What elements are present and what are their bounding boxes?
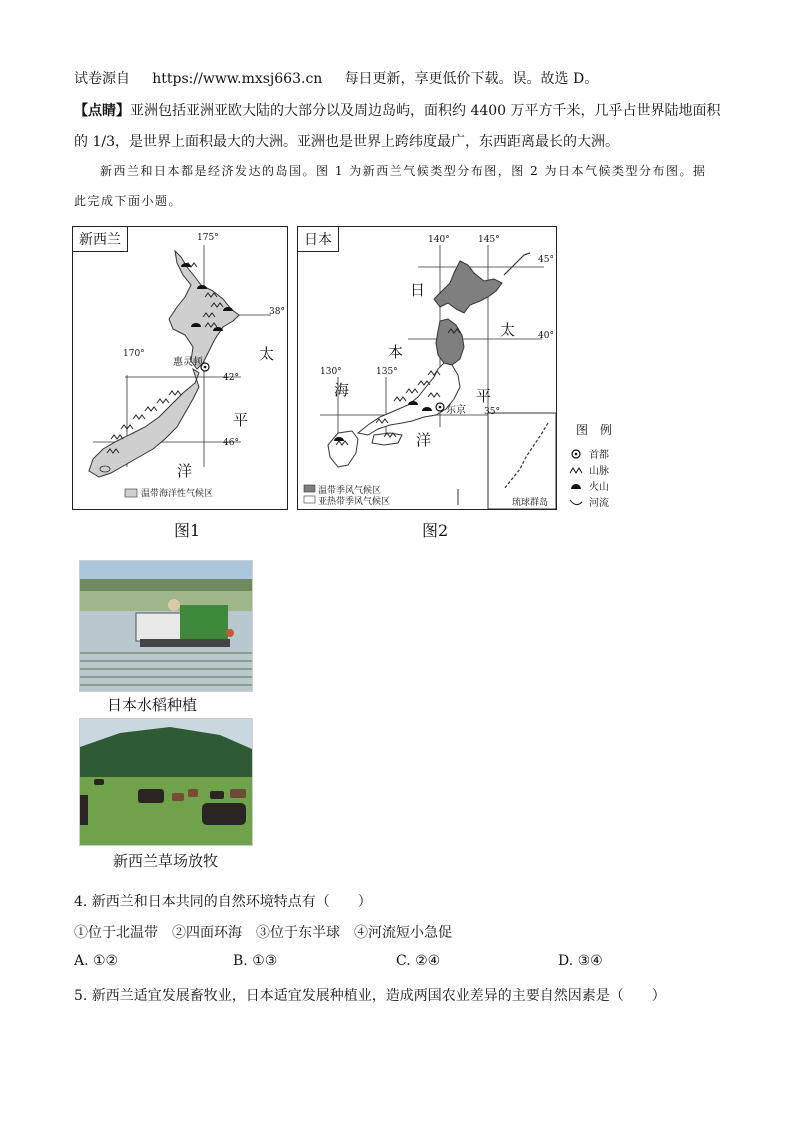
map-new-zealand bbox=[72, 226, 288, 510]
legend-river bbox=[569, 494, 609, 509]
jp-sea-1: 日 bbox=[410, 281, 426, 299]
jp-ocean-3: 洋 bbox=[416, 431, 432, 449]
legend-mountain bbox=[569, 462, 609, 477]
question4-option-d[interactable]: D. ③④ bbox=[558, 953, 603, 969]
jp-sea-2: 本 bbox=[388, 343, 404, 361]
nz-lat-38: 38° bbox=[269, 307, 285, 317]
grazing-image bbox=[80, 719, 252, 845]
legend-capital bbox=[569, 446, 609, 461]
jp-shikoku bbox=[372, 433, 402, 445]
jp-legend-label-1: 温带季风气候区 bbox=[318, 486, 382, 496]
river-icon bbox=[569, 496, 583, 508]
jp-tohoku bbox=[436, 319, 464, 365]
photo2-caption: 新西兰草场放牧 bbox=[113, 852, 219, 870]
header-slogan: 每日更新，享更低价下载。误。故选 D。 bbox=[344, 71, 599, 87]
nz-stewart-island bbox=[100, 466, 110, 472]
commentary-line-2: 的 1/3，是世界上面积最大的大洲。亚洲也是世界上跨纬度最广，东西距离最长的大洲。 bbox=[74, 134, 619, 150]
jp-ocean-1: 太 bbox=[500, 321, 516, 339]
jp-capital-label: 东京 bbox=[446, 405, 466, 416]
commentary-line-1 bbox=[74, 100, 721, 120]
jp-kyushu bbox=[328, 431, 358, 467]
jp-lat-40: 40° bbox=[538, 331, 554, 341]
jp-lon-130: 130° bbox=[320, 367, 342, 377]
jp-legend-swatch-2 bbox=[304, 496, 315, 503]
jp-inset-label: 琉球群岛 bbox=[512, 498, 549, 508]
source-url[interactable]: https://www.mxsj663.cn bbox=[152, 71, 323, 87]
intro-line-1: 新西兰和日本都是经济发达的岛国。图 1 为新西兰气候类型分布图，图 2 为日本气候类型分布图。据 bbox=[100, 164, 707, 178]
jp-lat-45: 45° bbox=[538, 255, 554, 265]
commentary-tag: 【点睛】 bbox=[74, 103, 130, 119]
nz-lon-170: 170° bbox=[123, 349, 145, 359]
nz-legend-swatch bbox=[125, 489, 137, 497]
jp-ocean-2: 平 bbox=[476, 387, 492, 405]
jp-lon-140: 140° bbox=[428, 235, 450, 245]
legend-volcano-label: 火山 bbox=[589, 482, 609, 493]
volcano-icon bbox=[569, 480, 583, 492]
rice-planting-image bbox=[80, 561, 252, 691]
legend-river-label: 河流 bbox=[589, 498, 609, 509]
question4-statements: ①位于北温带 ②四面环海 ③位于东半球 ④河流短小急促 bbox=[74, 925, 452, 941]
jp-lon-135: 135° bbox=[376, 367, 398, 377]
nz-ocean-3: 洋 bbox=[177, 462, 193, 480]
question4-option-b[interactable]: B. ①③ bbox=[233, 953, 278, 969]
legend-capital-label: 首都 bbox=[589, 450, 609, 461]
photo-grazing bbox=[79, 718, 253, 846]
nz-lat-42: 42° bbox=[223, 373, 239, 383]
jp-legend-label-2: 亚热带季风气候区 bbox=[318, 497, 391, 507]
jp-legend-swatch-1 bbox=[304, 485, 315, 492]
question4-option-a[interactable]: A. ①② bbox=[74, 953, 119, 969]
mountain-icon bbox=[569, 464, 583, 476]
nz-capital-label: 惠灵顿 bbox=[173, 357, 203, 368]
figure2-caption: 图2 bbox=[422, 521, 449, 540]
jp-lon-145: 145° bbox=[478, 235, 500, 245]
question4-option-c[interactable]: C. ②④ bbox=[396, 953, 441, 969]
nz-lon-175: 175° bbox=[197, 233, 219, 243]
legend-volcano bbox=[569, 478, 609, 493]
map-japan bbox=[297, 226, 557, 510]
header-line bbox=[74, 68, 598, 88]
commentary-text-1: 亚洲包括亚洲亚欧大陆的大部分以及周边岛屿，面积约 4400 万平方千米，几乎占世界陆地面积 bbox=[130, 103, 721, 119]
photo1-caption: 日本水稻种植 bbox=[107, 696, 198, 714]
photo-rice-planting bbox=[79, 560, 253, 692]
nz-map-title: 新西兰 bbox=[73, 227, 128, 252]
legend-mountain-label: 山脉 bbox=[589, 466, 609, 477]
nz-ocean-2: 平 bbox=[233, 411, 249, 429]
capital-icon bbox=[569, 448, 583, 460]
source-label: 试卷源自 bbox=[74, 71, 130, 87]
jp-lat-35: 35° bbox=[484, 407, 500, 417]
jp-sea-3: 海 bbox=[334, 381, 350, 399]
intro-line-2: 此完成下面小题。 bbox=[74, 194, 183, 208]
jp-honshu bbox=[358, 363, 460, 435]
nz-lat-46: 46° bbox=[223, 438, 239, 448]
nz-ocean-1: 太 bbox=[259, 345, 275, 363]
nz-legend-label: 温带海洋性气候区 bbox=[141, 489, 214, 499]
figure1-caption: 图1 bbox=[174, 521, 201, 540]
jp-map-title: 日本 bbox=[298, 227, 339, 252]
jp-hokkaido bbox=[434, 261, 502, 313]
legend-title: 图 例 bbox=[576, 423, 616, 437]
question4-stem: 4. 新西兰和日本共同的自然环境特点有（ ） bbox=[74, 894, 372, 910]
question5-stem: 5. 新西兰适宜发展畜牧业，日本适宜发展种植业，造成两国农业差异的主要自然因素是（ ） bbox=[74, 988, 666, 1004]
